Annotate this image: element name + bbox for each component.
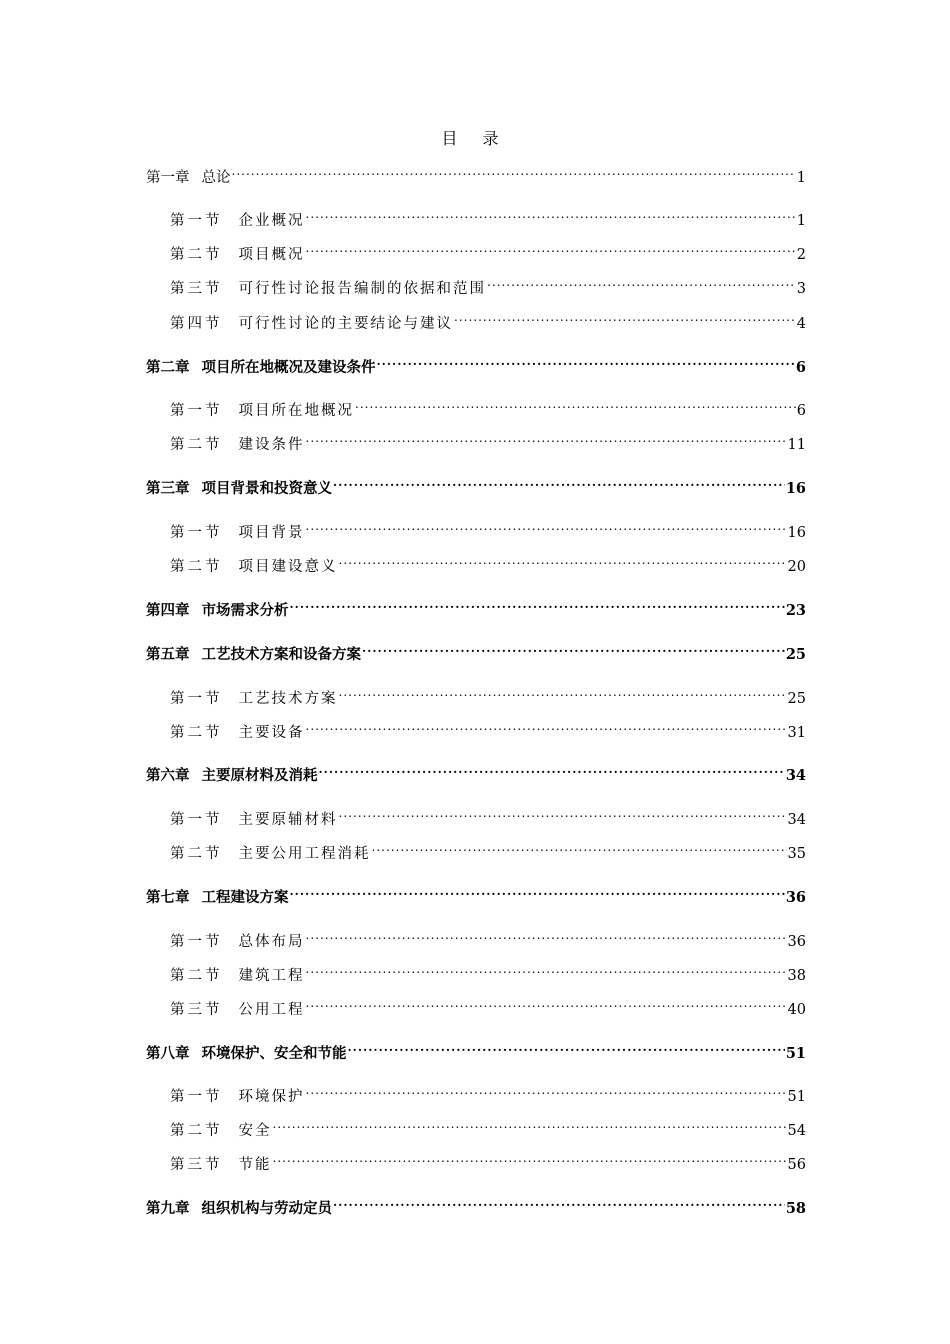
toc-chapter-entry[interactable] [146, 471, 806, 497]
dot-leader [290, 880, 785, 902]
toc-chapter-entry[interactable] [146, 1191, 806, 1217]
toc-chapter-entry[interactable] [146, 637, 806, 663]
toc-section-entry[interactable] [170, 306, 806, 332]
dot-leader [319, 758, 785, 780]
section-title: 可行性讨论报告编制的依据和范围 [238, 281, 486, 297]
page-number: 36 [785, 889, 806, 906]
section-number: 第二节 [170, 846, 223, 862]
toc-section-entry[interactable] [170, 1113, 806, 1139]
section-title: 项目背景 [238, 525, 305, 541]
section-title: 建设条件 [238, 437, 305, 453]
chapter-title: 工艺技术方案和设备方案 [201, 646, 361, 663]
page-number: 16 [785, 480, 806, 497]
section-number: 第一节 [170, 403, 223, 419]
section-number: 第一节 [170, 691, 223, 707]
page-number: 11 [787, 437, 806, 453]
dot-leader [454, 306, 796, 328]
page-number: 20 [787, 559, 806, 575]
dot-leader [362, 637, 785, 659]
page-number: 1 [796, 170, 806, 186]
page-number: 4 [796, 316, 806, 332]
section-title: 环境保护 [238, 1089, 305, 1105]
page-number: 54 [787, 1123, 806, 1139]
dot-leader [339, 681, 787, 703]
dot-leader [306, 992, 787, 1014]
dot-leader [339, 549, 787, 571]
chapter-number: 第五章 [146, 646, 190, 663]
section-number: 第三节 [170, 1002, 223, 1018]
toc-section-entry[interactable] [170, 1147, 806, 1173]
section-number: 第一节 [170, 934, 223, 950]
toc-chapter-entry[interactable] [146, 350, 806, 376]
toc-title: 目 录 [441, 129, 509, 148]
chapter-number: 第六章 [146, 767, 190, 784]
chapter-number: 第一章 [146, 170, 190, 186]
section-title: 安全 [238, 1123, 272, 1139]
chapter-title: 环境保护、安全和节能 [201, 1045, 347, 1062]
toc-section-entry[interactable] [170, 924, 806, 950]
page-number: 25 [785, 646, 806, 663]
section-title: 节能 [238, 1157, 272, 1173]
dot-leader [487, 271, 796, 293]
toc-section-entry[interactable] [170, 1079, 806, 1105]
dot-leader [306, 924, 787, 946]
page-number: 34 [785, 767, 806, 784]
chapter-title: 市场需求分析 [201, 602, 289, 619]
page-number: 16 [787, 525, 806, 541]
section-number: 第一节 [170, 525, 223, 541]
dot-leader [306, 427, 787, 449]
section-number: 第一节 [170, 213, 223, 229]
toc-section-entry[interactable] [170, 237, 806, 263]
page-number: 2 [796, 247, 806, 263]
section-number: 第二节 [170, 559, 223, 575]
section-title: 主要设备 [238, 725, 305, 741]
dot-leader [306, 203, 796, 225]
dot-leader [377, 350, 795, 372]
section-title: 建筑工程 [238, 968, 305, 984]
dot-leader [273, 1147, 787, 1169]
page-number: 25 [787, 691, 806, 707]
toc-section-entry[interactable] [170, 203, 806, 229]
section-title: 可行性讨论的主要结论与建议 [238, 316, 453, 332]
section-number: 第三节 [170, 281, 223, 297]
chapter-number: 第四章 [146, 602, 190, 619]
section-number: 第二节 [170, 1123, 223, 1139]
dot-leader [306, 715, 787, 737]
chapter-number: 第八章 [146, 1045, 190, 1062]
toc-chapter-entry[interactable] [146, 758, 806, 784]
page-number: 6 [796, 403, 806, 419]
chapter-number: 第三章 [146, 480, 190, 497]
chapter-number: 第九章 [146, 1200, 190, 1217]
page-number: 51 [785, 1045, 806, 1062]
section-title: 工艺技术方案 [238, 691, 338, 707]
page-number: 36 [787, 934, 806, 950]
dot-leader [273, 1113, 787, 1135]
section-title: 总体布局 [238, 934, 305, 950]
chapter-title: 组织机构与劳动定员 [201, 1200, 332, 1217]
toc-section-entry[interactable] [170, 681, 806, 707]
page-number: 51 [787, 1089, 806, 1105]
section-number: 第四节 [170, 316, 223, 332]
toc-chapter-entry[interactable] [146, 160, 806, 186]
section-title: 公用工程 [238, 1002, 305, 1018]
dot-leader [232, 160, 796, 182]
toc-section-entry[interactable] [170, 715, 806, 741]
section-title: 项目所在地概况 [238, 403, 354, 419]
page-number: 38 [787, 968, 806, 984]
chapter-title: 总论 [201, 170, 231, 186]
section-title: 项目概况 [238, 247, 305, 263]
dot-leader [333, 471, 785, 493]
page-number: 31 [787, 725, 806, 741]
page-number: 40 [787, 1002, 806, 1018]
section-number: 第三节 [170, 1157, 223, 1173]
dot-leader [355, 393, 796, 415]
dot-leader [306, 1079, 787, 1101]
dot-leader [306, 515, 787, 537]
chapter-number: 第七章 [146, 889, 190, 906]
toc-chapter-entry[interactable] [146, 1036, 806, 1062]
section-title: 企业概况 [238, 213, 305, 229]
section-number: 第二节 [170, 247, 223, 263]
page-number: 58 [785, 1200, 806, 1217]
page-number: 34 [787, 812, 806, 828]
section-number: 第二节 [170, 968, 223, 984]
toc-chapter-entry[interactable] [146, 593, 806, 619]
toc-section-entry[interactable] [170, 515, 806, 541]
dot-leader [348, 1036, 785, 1058]
section-title: 主要原辅材料 [238, 812, 338, 828]
toc-section-entry[interactable] [170, 549, 806, 575]
chapter-title: 主要原材料及消耗 [201, 767, 318, 784]
page-number: 1 [796, 213, 806, 229]
dot-leader [333, 1191, 785, 1213]
toc-section-entry[interactable] [170, 958, 806, 984]
dot-leader [306, 958, 787, 980]
toc-section-entry[interactable] [170, 393, 806, 419]
page-number: 3 [796, 281, 806, 297]
toc-section-entry[interactable] [170, 836, 806, 862]
page-number: 35 [787, 846, 806, 862]
section-number: 第一节 [170, 812, 223, 828]
section-number: 第二节 [170, 725, 223, 741]
toc-section-entry[interactable] [170, 802, 806, 828]
section-title: 项目建设意义 [238, 559, 338, 575]
dot-leader [290, 593, 785, 615]
page-number: 6 [795, 359, 806, 376]
toc-chapter-entry[interactable] [146, 880, 806, 906]
chapter-title: 项目所在地概况及建设条件 [201, 359, 376, 376]
section-number: 第一节 [170, 1089, 223, 1105]
toc-section-entry[interactable] [170, 992, 806, 1018]
dot-leader [306, 237, 796, 259]
toc-section-entry[interactable] [170, 271, 806, 297]
chapter-number: 第二章 [146, 359, 190, 376]
chapter-title: 项目背景和投资意义 [201, 480, 332, 497]
section-number: 第二节 [170, 437, 223, 453]
section-title: 主要公用工程消耗 [238, 846, 371, 862]
page-number: 23 [785, 602, 806, 619]
dot-leader [339, 802, 787, 824]
dot-leader [372, 836, 787, 858]
page-number: 56 [787, 1157, 806, 1173]
toc-section-entry[interactable] [170, 427, 806, 453]
chapter-title: 工程建设方案 [201, 889, 289, 906]
